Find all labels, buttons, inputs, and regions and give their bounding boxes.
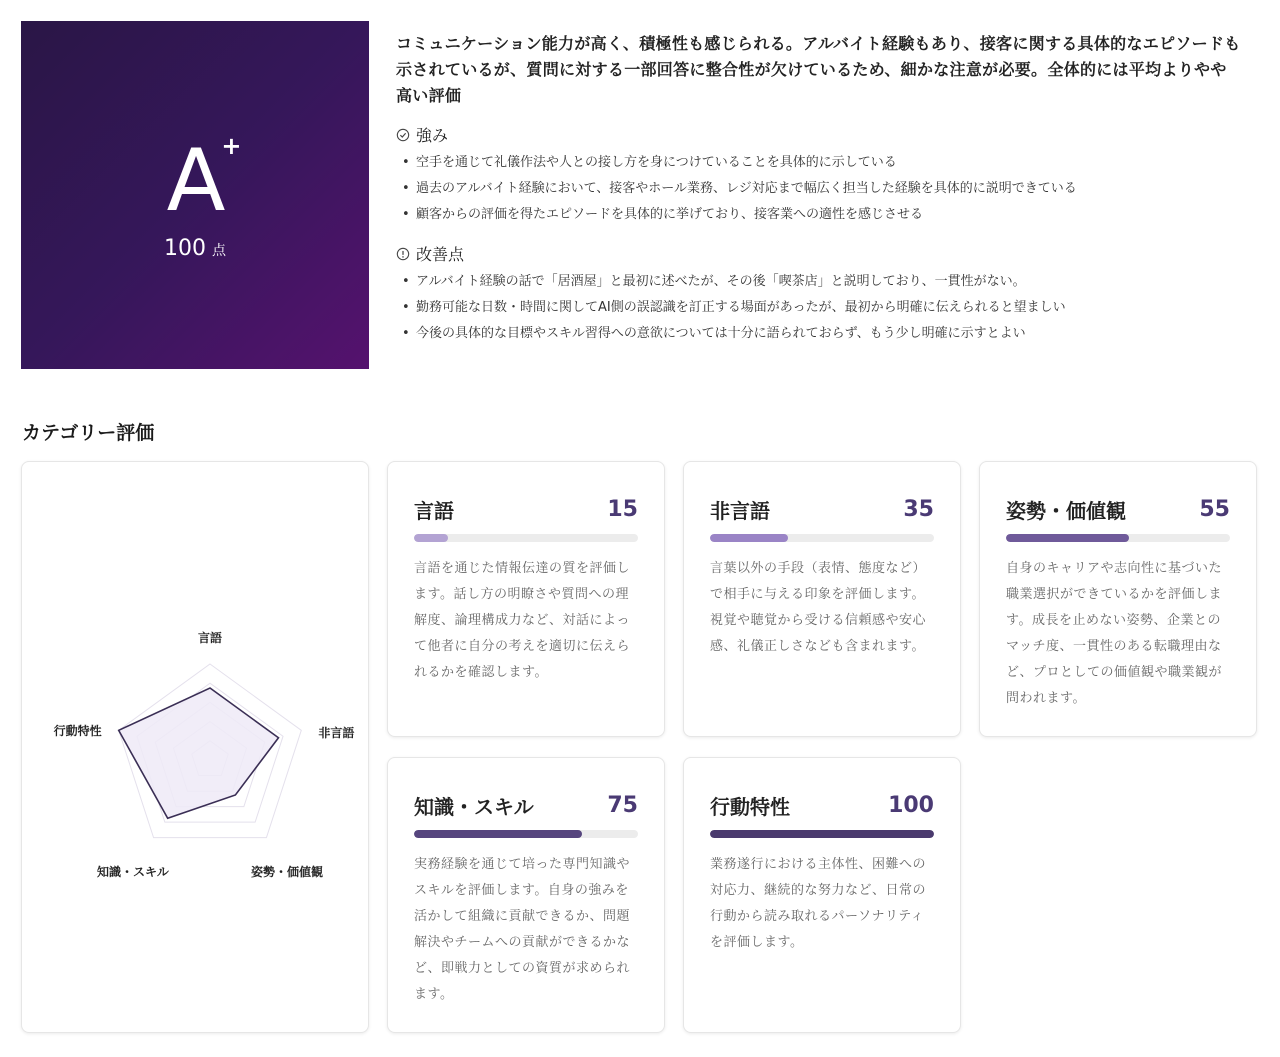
- score-unit: 点: [212, 242, 226, 259]
- category-score: 55: [1199, 496, 1230, 522]
- improvement-item: • 今後の具体的な目標やスキル習得への意欲については十分に語られておらず、もう少し明確に示すとよい: [396, 321, 1242, 347]
- score-bar-fill: [414, 830, 582, 838]
- improvements-list: [396, 269, 1242, 347]
- improvement-item: • 勤務可能な日数・時間に関してAI側の誤認識を訂正する場面があったが、最初から明確に伝えられると望ましい: [396, 295, 1242, 321]
- score-bar: [710, 534, 934, 542]
- category-card-language: [387, 461, 665, 737]
- score-bar-fill: [1006, 534, 1129, 542]
- improvement-item: • アルバイト経験の話で「居酒屋」と最初に述べたが、その後「喫茶店」と説明しており、一貫性がない。: [396, 269, 1242, 295]
- evaluation-summary: [396, 31, 1242, 347]
- strength-item: • 空手を通じて礼儀作法や人との接し方を身につけていることを具体的に示している: [396, 150, 1242, 176]
- category-name: 知識・スキル: [414, 794, 534, 819]
- grade-modifier: +: [221, 131, 242, 160]
- score-bar: [710, 830, 934, 838]
- category-card-behavior: [683, 757, 961, 1033]
- score-bar: [414, 534, 638, 542]
- category-description: 言葉以外の手段（表情、態度など）で相手に与える印象を評価します。視覚や聴覚から受ける信頼感や安心感、礼儀正しさなども含まれます。: [710, 561, 927, 654]
- category-description: 自身のキャリアや志向性に基づいた職業選択ができているかを評価します。成長を止めない姿勢、企業とのマッチ度、一貫性のある転職理由など、プロとしての価値観や職業観が問われます。: [1006, 561, 1223, 706]
- grade-display: [166, 130, 242, 231]
- grade-letter: A: [166, 130, 224, 231]
- total-score: [164, 236, 226, 261]
- category-section-title: カテゴリー評価: [22, 422, 155, 444]
- category-name: 行動特性: [710, 794, 790, 819]
- category-card-nonverbal: [683, 461, 961, 737]
- score-bar-fill: [710, 830, 934, 838]
- score-bar: [414, 830, 638, 838]
- category-description: 実務経験を通じて培った専門知識やスキルを評価します。自身の強みを活かして組織に貢献できるか、問題解決やチームへの貢献ができるかなど、即戦力としての資質が求められます。: [414, 857, 631, 1002]
- grade-panel: [21, 21, 369, 369]
- alert-circle-icon: [396, 247, 410, 261]
- radar-chart: [22, 462, 370, 1034]
- score-bar-fill: [710, 534, 788, 542]
- strength-item: • 顧客からの評価を得たエピソードを具体的に挙げており、接客業への適性を感じさせる: [396, 202, 1242, 228]
- radar-axis-label: 言語: [197, 631, 223, 645]
- radar-axis-label: 行動特性: [53, 723, 102, 738]
- strengths-header: [396, 123, 1242, 146]
- category-score: 35: [903, 496, 934, 522]
- strengths-title: 強み: [416, 126, 449, 145]
- radar-chart-card: [21, 461, 369, 1033]
- category-card-knowledge: [387, 757, 665, 1033]
- summary-text: コミュニケーション能力が高く、積極性も感じられる。アルバイト経験もあり、接客に関する具体的なエピソードも示されているが、質問に対する一部回答に整合性が欠けているため、細かな注意が必要。全体的には平均よりやや高い評価: [396, 34, 1241, 105]
- strengths-list: [396, 150, 1242, 228]
- category-description: 言語を通じた情報伝達の質を評価します。話し方の明瞭さや質問への理解度、論理構成力など、対話によって他者に自分の考えを適切に伝えられるかを確認します。: [414, 561, 631, 680]
- improvements-title: 改善点: [416, 245, 465, 264]
- category-score: 75: [607, 792, 638, 818]
- check-circle-icon: [396, 128, 410, 142]
- category-score: 15: [607, 496, 638, 522]
- score-bar: [1006, 534, 1230, 542]
- category-description: 業務遂行における主体性、困難への対応力、継続的な努力など、日常の行動から読み取れるパーソナリティを評価します。: [710, 857, 927, 950]
- category-name: 姿勢・価値観: [1006, 498, 1126, 523]
- strength-item: • 過去のアルバイト経験において、接客やホール業務、レジ対応まで幅広く担当した経験を具体的に説明できている: [396, 176, 1242, 202]
- radar-axis-label: 姿勢・価値観: [250, 865, 324, 880]
- radar-axis-label: 知識・スキル: [97, 865, 169, 880]
- improvements-header: [396, 242, 1242, 265]
- category-name: 非言語: [710, 498, 770, 523]
- score-value: 100: [164, 235, 206, 261]
- radar-axis-label: 非言語: [318, 725, 355, 740]
- radar-data-area: [119, 688, 279, 818]
- category-name: 言語: [414, 498, 454, 523]
- category-score: 100: [888, 792, 934, 818]
- category-card-attitude: [979, 461, 1257, 737]
- score-bar-fill: [414, 534, 448, 542]
